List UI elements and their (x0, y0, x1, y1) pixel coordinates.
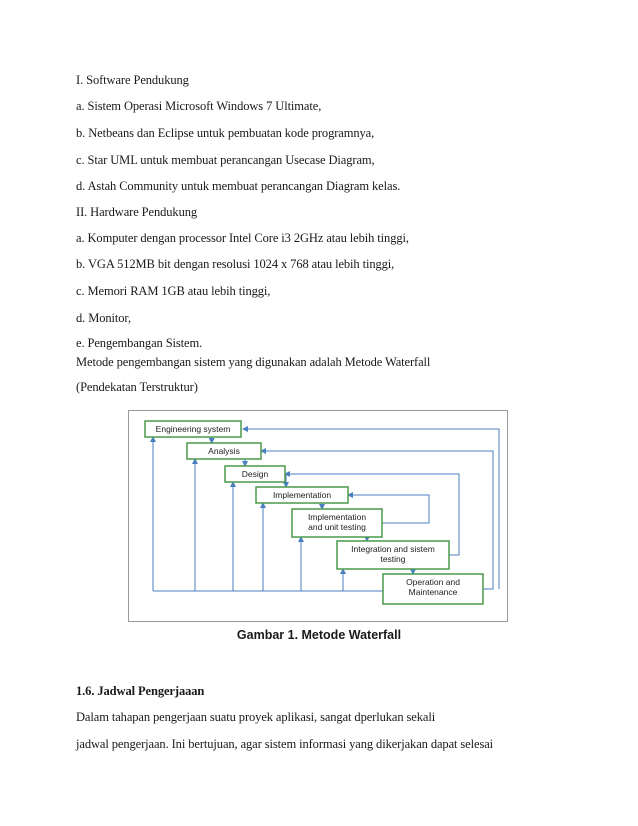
waterfall-step-label: Maintenance (408, 587, 458, 597)
waterfall-diagram (128, 410, 508, 622)
text-line-method-paren: (Pendekatan Terstruktur) (76, 380, 198, 394)
paragraph-line-1: Dalam tahapan pengerjaan suatu proyek aplikasi, sangat dperlukan sekali (76, 710, 436, 724)
waterfall-step-1 (145, 421, 241, 437)
text-line-method: Metode pengembangan sistem yang digunakan adalah Metode Waterfall (76, 355, 431, 369)
section-heading: 1.6. Jadwal Pengerjaaan (76, 684, 205, 698)
figure-caption: Gambar 1. Metode Waterfall (236, 628, 402, 642)
text-line-software-heading: I. Software Pendukung (76, 73, 189, 87)
waterfall-step-5 (292, 509, 382, 537)
waterfall-step-label: Design (241, 469, 269, 479)
paragraph-line-2: jadwal pengerjaan. Ini bertujuan, agar sistem informasi yang dikerjakan dapat selesai (76, 737, 494, 751)
waterfall-step-label: Implementation (272, 490, 332, 500)
text-line-software-d: d. Astah Community untuk membuat perancangan Diagram kelas. (76, 179, 401, 193)
text-line-software-a: a. Sistem Operasi Microsoft Windows 7 Ultimate, (76, 99, 322, 113)
text-line-software-c: c. Star UML untuk membuat perancangan Usecase Diagram, (76, 153, 375, 167)
text-line-hardware-e: e. Pengembangan Sistem. (76, 336, 203, 350)
text-line-hardware-c: c. Memori RAM 1GB atau lebih tinggi, (76, 284, 271, 298)
waterfall-step-label: Engineering system (155, 424, 231, 434)
text-line-hardware-b: b. VGA 512MB bit dengan resolusi 1024 x 768 atau lebih tinggi, (76, 257, 395, 271)
text-line-hardware-heading: II. Hardware Pendukung (76, 205, 198, 219)
waterfall-step-7 (383, 574, 483, 604)
text-line-software-b: b. Netbeans dan Eclipse untuk pembuatan kode programnya, (76, 126, 375, 140)
waterfall-step-label: testing (380, 554, 406, 564)
waterfall-step-label: Operation and (406, 577, 460, 587)
waterfall-step-2 (187, 443, 261, 459)
waterfall-step-3 (225, 466, 285, 482)
waterfall-step-label: Implementation (307, 512, 367, 522)
waterfall-step-6 (337, 541, 449, 569)
waterfall-step-label: and unit testing (308, 522, 366, 532)
text-line-hardware-a: a. Komputer dengan processor Intel Core i3 2GHz atau lebih tinggi, (76, 231, 409, 245)
waterfall-svg (129, 411, 507, 621)
waterfall-step-label: Integration and sistem (351, 544, 435, 554)
text-line-hardware-d: d. Monitor, (76, 311, 131, 325)
waterfall-step-label: Analysis (208, 446, 240, 456)
waterfall-step-4 (256, 487, 348, 503)
